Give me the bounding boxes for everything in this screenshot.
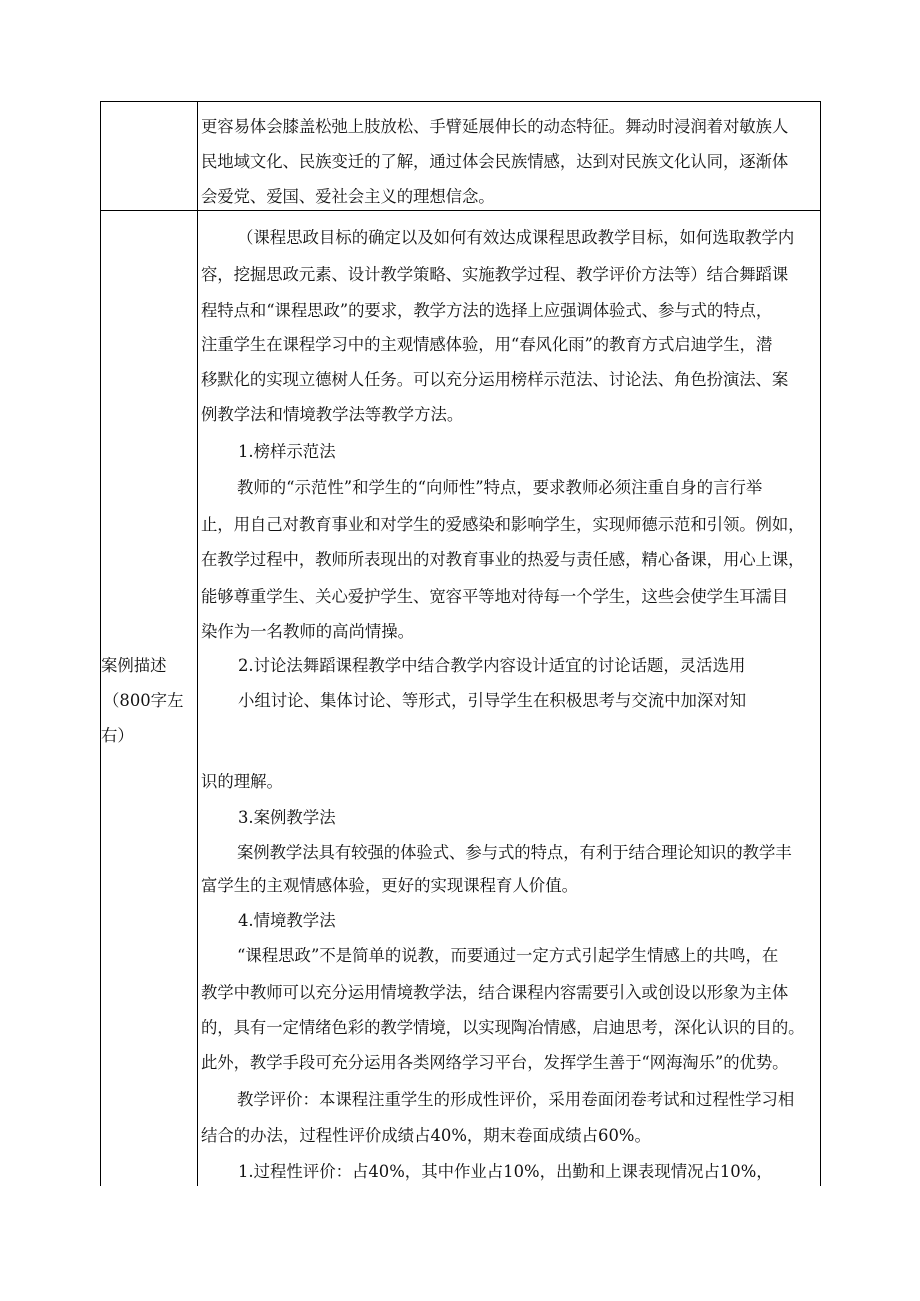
method-heading: 2.讨论法舞蹈课程教学中结合教学内容设计适宜的讨论话题，灵活选用: [238, 656, 746, 675]
case-description-word-count-end: 右）: [101, 726, 134, 745]
case-text-line: 的，具有一定情绪色彩的教学情境，以实现陶冶情感，启迪思考，深化认识的目的。: [201, 1018, 805, 1037]
case-text-line: 移默化的实现立德树人任务。可以充分运用榜样示范法、讨论法、角色扮演法、案: [201, 370, 789, 389]
case-text-line: 教学中教师可以充分运用情境教学法，结合课程内容需要引入或创设以形象为主体: [201, 983, 789, 1002]
evaluation-text-line: 1.过程性评价：占40%，其中作业占10%，出勤和上课表现情况占10%，: [238, 1162, 773, 1181]
case-text-line: 能够尊重学生、关心爱护学生、宽容平等地对待每一个学生，这些会使学生耳濡目: [201, 587, 789, 606]
row1-text-line: 民地域文化、民族变迁的了解，通过体会民族情感，达到对民族文化认同，逐渐体: [201, 152, 789, 171]
case-text-line: 例教学法和情境教学法等教学方法。: [201, 405, 464, 424]
case-description-label: 案例描述: [101, 656, 167, 675]
case-text-line: 程特点和“课程思政”的要求，教学方法的选择上应强调体验式、参与式的特点，: [201, 301, 773, 320]
case-description-word-count: （800字左: [103, 691, 184, 710]
method-heading: 4.情境教学法: [238, 911, 336, 930]
case-text-line: 案例教学法具有较强的体验式、参与式的特点，有利于结合理论知识的教学丰: [237, 843, 792, 862]
method-heading: 1.榜样示范法: [238, 442, 336, 461]
table-border-right: [820, 101, 821, 1186]
case-text-line: 染作为一名教师的高尚情操。: [201, 622, 415, 641]
method-heading: 3.案例教学法: [238, 808, 336, 827]
case-text-line: 教师的“示范性”和学生的“向师性”特点，要求教师必须注重自身的言行举: [237, 478, 763, 497]
case-text-line: 小组讨论、集体讨论、等形式，引导学生在积极思考与交流中加深对知: [238, 691, 747, 710]
case-text-line: 此外，教学手段可充分运用各类网络学习平台，发挥学生善于“网海淘乐”的优势。: [201, 1053, 789, 1072]
case-text-line: 富学生的主观情感体验，更好的实现课程育人价值。: [201, 876, 578, 895]
table-border-left: [100, 101, 101, 1186]
case-text-line: “课程思政”不是简单的说教，而要通过一定方式引起学生情感上的共鸣，在: [237, 946, 779, 965]
case-text-line: 注重学生在课程学习中的主观情感体验，用“春风化雨”的教育方式启迪学生，潜: [201, 335, 773, 354]
evaluation-text-line: 结合的办法，过程性评价成绩占40%，期末卷面成绩占60%。: [201, 1126, 651, 1145]
evaluation-text-line: 教学评价：本课程注重学生的形成性评价，采用卷面闭卷考试和过程性学习相: [237, 1090, 795, 1109]
case-text-line: 止，用自己对教育事业和对学生的爱感染和影响学生，实现师德示范和引领。例如，: [201, 515, 805, 534]
table-border-top: [100, 101, 821, 102]
case-text-line: 容，挖掘思政元素、设计教学策略、实施教学过程、教学评价方法等）结合舞蹈课: [201, 265, 789, 284]
row1-text-line: 会爱党、爱国、爱社会主义的理想信念。: [201, 187, 495, 206]
case-text-line: 识的理解。: [201, 772, 283, 791]
row1-text-line: 更容易体会膝盖松弛上肢放松、手臂延展伸长的动态特征。舞动时浸润着对敏族人: [201, 117, 789, 136]
table-row-divider: [100, 210, 821, 211]
case-text-line: （课程思政目标的确定以及如何有效达成课程思政教学目标，如何选取教学内: [237, 228, 795, 247]
case-text-line: 在教学过程中，教师所表现出的对教育事业的热爱与责任感，精心备课，用心上课，: [201, 550, 805, 569]
table-column-divider: [197, 101, 198, 1186]
